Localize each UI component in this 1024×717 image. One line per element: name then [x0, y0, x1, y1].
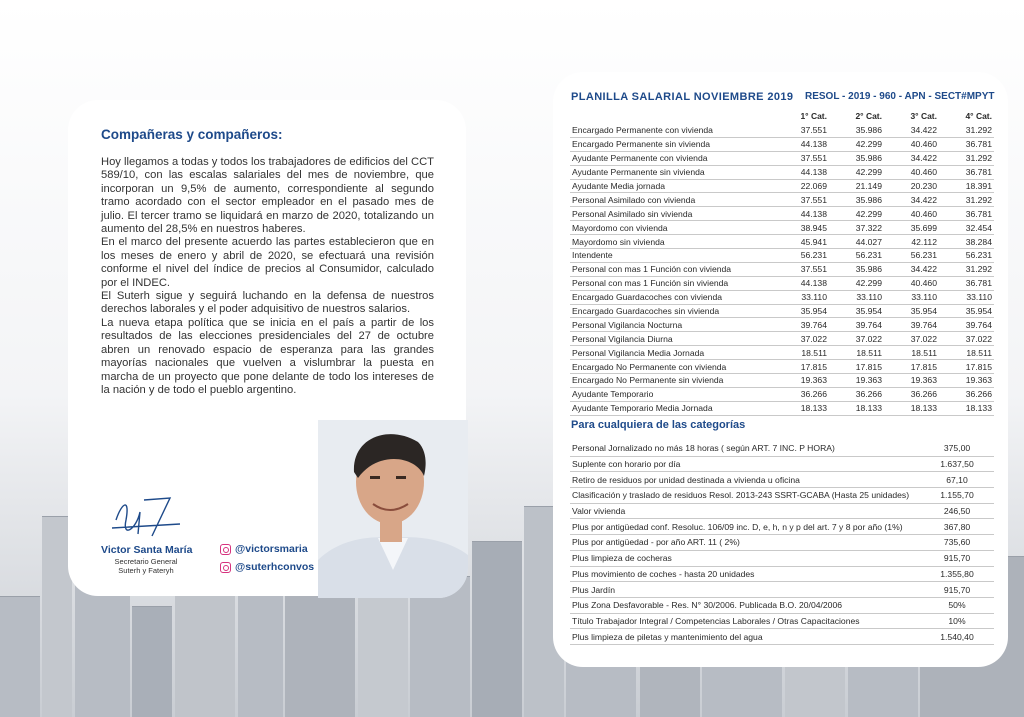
column-header: 4° Cat. — [965, 111, 992, 121]
portrait-photo — [318, 420, 468, 598]
row-label: Personal Asimilado sin vivienda — [570, 207, 774, 221]
salary-value: 37.022 — [939, 332, 994, 346]
salary-value: 36.781 — [939, 165, 994, 179]
table-row — [570, 441, 994, 456]
salary-value: 35.986 — [829, 124, 884, 137]
social-handle: @victorsmaria — [235, 543, 308, 555]
salary-value: 32.454 — [939, 221, 994, 235]
table-row — [570, 207, 994, 221]
table-row — [570, 401, 994, 415]
salary-value: 44.138 — [774, 276, 829, 290]
salary-value: 45.941 — [774, 235, 829, 249]
category-value: 367,80 — [920, 519, 994, 535]
salary-table — [570, 108, 994, 416]
row-label: Encargado Guardacoches sin vivienda — [570, 304, 774, 318]
category-value: 915,70 — [920, 582, 994, 598]
row-label: Plus limpieza de cocheras — [570, 550, 920, 566]
salary-value: 37.322 — [829, 221, 884, 235]
salary-value: 44.138 — [774, 137, 829, 151]
table-row — [570, 249, 994, 263]
row-label: Personal Vigilancia Diurna — [570, 332, 774, 346]
row-label: Plus limpieza de piletas y mantenimiento del agua — [570, 629, 920, 645]
salary-value: 42.299 — [829, 207, 884, 221]
row-label: Plus movimiento de coches - hasta 20 unidades — [570, 566, 920, 582]
row-label: Encargado Permanente con vivienda — [570, 124, 774, 137]
letter-paragraph: El Suterh sigue y seguirá luchando en la defensa de nuestros derechos laborales y el poder adquisitivo de nuestros salarios. — [101, 290, 434, 316]
category-value: 1.155,70 — [920, 488, 994, 504]
salary-value: 31.292 — [939, 262, 994, 276]
row-label: Personal Vigilancia Media Jornada — [570, 346, 774, 360]
row-label: Mayordomo con vivienda — [570, 221, 774, 235]
salary-value: 42.299 — [829, 137, 884, 151]
row-label: Ayudante Permanente con vivienda — [570, 151, 774, 165]
salary-value: 31.292 — [939, 124, 994, 137]
salary-value: 18.511 — [774, 346, 829, 360]
salary-value: 31.292 — [939, 193, 994, 207]
salary-value: 36.266 — [829, 387, 884, 401]
row-label: Plus Jardín — [570, 582, 920, 598]
category-value: 735,60 — [920, 535, 994, 551]
table-row — [570, 262, 994, 276]
salary-value: 33.110 — [774, 290, 829, 304]
salary-table-header — [570, 108, 994, 124]
salary-value: 35.986 — [829, 151, 884, 165]
salary-value: 17.815 — [884, 360, 939, 374]
salary-value: 36.266 — [774, 387, 829, 401]
salary-value: 39.764 — [884, 318, 939, 332]
salary-value: 36.781 — [939, 137, 994, 151]
salary-value: 31.292 — [939, 151, 994, 165]
salary-value: 56.231 — [884, 249, 939, 263]
salary-value: 19.363 — [774, 374, 829, 388]
table-row — [570, 472, 994, 488]
row-label: Título Trabajador Integral / Competencias Laborales / Otras Capacitaciones — [570, 613, 920, 629]
salary-value: 18.511 — [884, 346, 939, 360]
category-value: 1.540,40 — [920, 629, 994, 645]
column-header: 1° Cat. — [800, 111, 827, 121]
salary-value: 35.954 — [829, 304, 884, 318]
salary-value: 37.022 — [829, 332, 884, 346]
row-label: Ayudante Permanente sin vivienda — [570, 165, 774, 179]
salary-value: 19.363 — [939, 374, 994, 388]
salary-value: 44.027 — [829, 235, 884, 249]
salary-value: 39.764 — [939, 318, 994, 332]
row-label: Ayudante Media jornada — [570, 179, 774, 193]
salary-value: 17.815 — [774, 360, 829, 374]
salary-value: 35.954 — [774, 304, 829, 318]
table-row — [570, 137, 994, 151]
row-label: Valor vivienda — [570, 503, 920, 519]
table-row — [570, 387, 994, 401]
signature-image — [108, 490, 188, 542]
table-row — [570, 535, 994, 551]
table-row — [570, 360, 994, 374]
row-label: Personal con mas 1 Función sin vivienda — [570, 276, 774, 290]
category-value: 915,70 — [920, 550, 994, 566]
salary-value: 40.460 — [884, 137, 939, 151]
signatory-organization: Suterh y Fateryh — [118, 566, 174, 575]
category-value: 1.637,50 — [920, 456, 994, 472]
salary-value: 40.460 — [884, 207, 939, 221]
row-label: Personal Asimilado con vivienda — [570, 193, 774, 207]
letter-body — [101, 156, 434, 397]
table-row — [570, 550, 994, 566]
table-row — [570, 346, 994, 360]
letter-paragraph: La nueva etapa política que se inicia en el país a partir de los resultados de las elecciones presidenciales del 27 de octubre abren un renovado espacio de esperanza para las grandes mayorías nacionales que vuelven a vislumbrar la puesta en marcha de un proyecto que pone delante de todo los intereses de la nación y de todo el pueblo argentino. — [101, 316, 434, 396]
social-link-suterhconvos[interactable] — [220, 561, 314, 573]
table-row — [570, 221, 994, 235]
row-label: Plus por antigüedad conf. Resoluc. 106/09 inc. D, e, h, n y p del art. 7 y 8 por año (1%) — [570, 519, 920, 535]
table-row — [570, 629, 994, 645]
table-row — [570, 151, 994, 165]
table-row — [570, 613, 994, 629]
salary-value: 19.363 — [884, 374, 939, 388]
letter-paragraph: En el marco del presente acuerdo las partes establecieron que en los meses de enero y abril de 2020, se efectuará una revisión conforme el nivel del índice de precios al Consumidor, calculado por el INDEC. — [101, 236, 434, 289]
category-value: 67,10 — [920, 472, 994, 488]
row-label: Personal con mas 1 Función con vivienda — [570, 262, 774, 276]
salary-value: 19.363 — [829, 374, 884, 388]
salary-value: 37.022 — [884, 332, 939, 346]
row-label: Encargado No Permanente sin vivienda — [570, 374, 774, 388]
row-label: Intendente — [570, 249, 774, 263]
salary-value: 35.986 — [829, 262, 884, 276]
letter-paragraph: Hoy llegamos a todas y todos los trabajadores de edificios del CCT 589/10, con las escalas salariales del mes de noviembre, que incorporan un 9,5% de aumento, correspondiente al segundo tramo acordado con el sector empleador en el pasado mes de julio. El tercer tramo se liquidará en marzo de 2020, totalizando un aumento del 28,5% en nuestros haberes. — [101, 156, 434, 236]
salary-value: 33.110 — [884, 290, 939, 304]
salary-value: 44.138 — [774, 165, 829, 179]
salary-value: 42.299 — [829, 165, 884, 179]
column-header: 2° Cat. — [855, 111, 882, 121]
column-header: 3° Cat. — [910, 111, 937, 121]
salary-value: 56.231 — [939, 249, 994, 263]
salary-resolution: RESOL - 2019 - 960 - APN - SECT#MPYT — [805, 91, 995, 102]
row-label: Retiro de residuos por unidad destinada a vivienda u oficina — [570, 472, 920, 488]
categories-title: Para cualquiera de las categorías — [571, 419, 746, 431]
salary-value: 18.133 — [884, 401, 939, 415]
salary-value: 35.954 — [939, 304, 994, 318]
table-row — [570, 179, 994, 193]
salary-value: 21.149 — [829, 179, 884, 193]
salary-value: 18.133 — [829, 401, 884, 415]
salary-value: 33.110 — [829, 290, 884, 304]
row-label: Plus Zona Desfavorable - Res. N° 30/2006. Publicada B.O. 20/04/2006 — [570, 597, 920, 613]
salary-value: 56.231 — [829, 249, 884, 263]
category-value: 246,50 — [920, 503, 994, 519]
salary-value: 36.266 — [884, 387, 939, 401]
salary-value: 18.133 — [774, 401, 829, 415]
salary-value: 18.133 — [939, 401, 994, 415]
salary-value: 38.945 — [774, 221, 829, 235]
row-label: Mayordomo sin vivienda — [570, 235, 774, 249]
salary-value: 37.551 — [774, 193, 829, 207]
table-row — [570, 304, 994, 318]
table-row — [570, 276, 994, 290]
table-row — [570, 318, 994, 332]
salary-value: 44.138 — [774, 207, 829, 221]
table-row — [570, 597, 994, 613]
category-value: 10% — [920, 613, 994, 629]
salary-value: 39.764 — [829, 318, 884, 332]
table-row — [570, 374, 994, 388]
salary-value: 39.764 — [774, 318, 829, 332]
signatory-role: Secretario General — [114, 557, 178, 566]
salary-value: 40.460 — [884, 165, 939, 179]
salary-value: 34.422 — [884, 151, 939, 165]
salary-value: 36.266 — [939, 387, 994, 401]
row-label: Personal Vigilancia Nocturna — [570, 318, 774, 332]
table-row — [570, 124, 994, 137]
table-row — [570, 566, 994, 582]
salary-value: 56.231 — [774, 249, 829, 263]
table-row — [570, 193, 994, 207]
salary-value: 34.422 — [884, 193, 939, 207]
category-value: 50% — [920, 597, 994, 613]
row-label: Ayudante Temporario — [570, 387, 774, 401]
row-label: Encargado No Permanente con vivienda — [570, 360, 774, 374]
salary-value: 40.460 — [884, 276, 939, 290]
category-value: 375,00 — [920, 441, 994, 456]
social-link-victorsmaria[interactable] — [220, 543, 308, 555]
salary-value: 33.110 — [939, 290, 994, 304]
row-label: Plus por antigüedad - por año ART. 11 ( 2%) — [570, 535, 920, 551]
salary-value: 42.112 — [884, 235, 939, 249]
salary-value: 37.022 — [774, 332, 829, 346]
salary-table-title: PLANILLA SALARIAL NOVIEMBRE 2019 — [571, 91, 794, 103]
row-label: Encargado Permanente sin vivienda — [570, 137, 774, 151]
salary-value: 37.551 — [774, 124, 829, 137]
table-row — [570, 488, 994, 504]
table-row — [570, 235, 994, 249]
signatory-name: Victor Santa María — [101, 544, 193, 556]
table-row — [570, 165, 994, 179]
salary-value: 18.511 — [829, 346, 884, 360]
table-row — [570, 332, 994, 346]
salary-value: 36.781 — [939, 207, 994, 221]
row-label: Clasificación y traslado de residuos Resol. 2013-243 SSRT-GCABA (Hasta 25 unidades) — [570, 488, 920, 504]
social-handle: @suterhconvos — [235, 561, 315, 573]
salary-value: 22.069 — [774, 179, 829, 193]
row-label: Personal Jornalizado no más 18 horas ( según ART. 7 INC. P HORA) — [570, 441, 920, 456]
salary-value: 20.230 — [884, 179, 939, 193]
salary-value: 17.815 — [939, 360, 994, 374]
category-value: 1.355,80 — [920, 566, 994, 582]
table-row — [570, 290, 994, 304]
salary-value: 17.815 — [829, 360, 884, 374]
salary-value: 35.986 — [829, 193, 884, 207]
categories-table — [570, 441, 994, 645]
salary-value: 35.699 — [884, 221, 939, 235]
salary-value: 42.299 — [829, 276, 884, 290]
instagram-icon — [220, 544, 231, 555]
salary-value: 37.551 — [774, 262, 829, 276]
salary-value: 18.511 — [939, 346, 994, 360]
salary-value: 34.422 — [884, 262, 939, 276]
table-row — [570, 519, 994, 535]
table-row — [570, 456, 994, 472]
row-label: Suplente con horario por día — [570, 456, 920, 472]
instagram-icon — [220, 562, 231, 573]
salary-value: 35.954 — [884, 304, 939, 318]
row-label: Encargado Guardacoches con vivienda — [570, 290, 774, 304]
table-row — [570, 503, 994, 519]
letter-greeting: Compañeras y compañeros: — [101, 127, 283, 142]
salary-value: 38.284 — [939, 235, 994, 249]
salary-value: 37.551 — [774, 151, 829, 165]
table-row — [570, 582, 994, 598]
salary-value: 36.781 — [939, 276, 994, 290]
salary-value: 18.391 — [939, 179, 994, 193]
salary-value: 34.422 — [884, 124, 939, 137]
row-label: Ayudante Temporario Media Jornada — [570, 401, 774, 415]
